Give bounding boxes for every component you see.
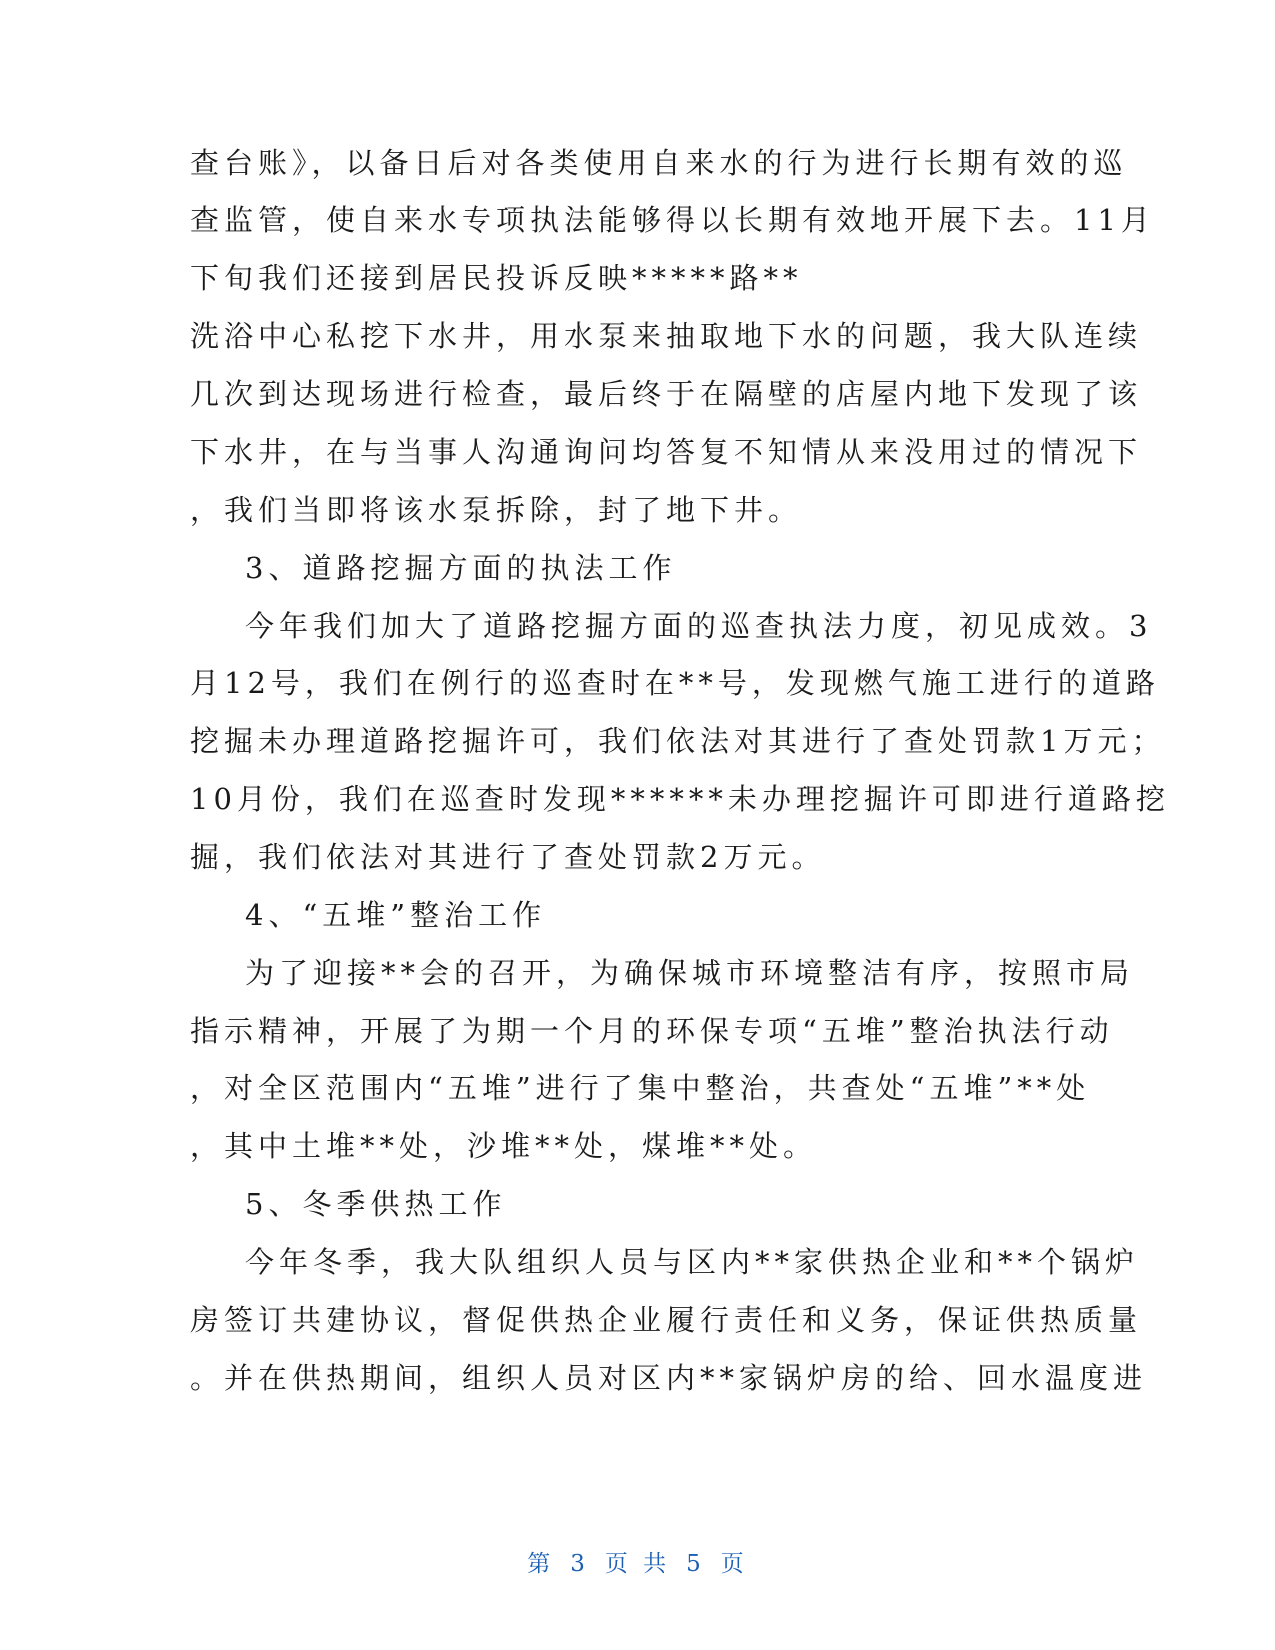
section-heading-road-excavation: 3、道路挖掘方面的执法工作 (245, 551, 677, 585)
section-heading-winter-heating: 5、冬季供热工作 (245, 1187, 507, 1221)
section-heading-five-piles: 4、“五堆”整治工作 (245, 898, 547, 932)
text-line: ，其中土堆**处，沙堆**处，煤堆**处。 (190, 1129, 818, 1163)
text-line: 下旬我们还接到居民投诉反映*****路** (190, 261, 803, 295)
text-line: 10月份，我们在巡查时发现******未办理挖掘许可即进行道路挖 (190, 782, 1170, 816)
text-line: ，对全区范围内“五堆”进行了集中整治，共查处“五堆”**处 (190, 1071, 1091, 1105)
text-line: 月12号，我们在例行的巡查时在**号，发现燃气施工进行的道路 (190, 666, 1160, 700)
text-line: 今年冬季，我大队组织人员与区内**家供热企业和**个锅炉 (245, 1245, 1140, 1279)
text-line: 挖掘未办理道路挖掘许可，我们依法对其进行了查处罚款1万元； (190, 724, 1166, 758)
text-line: 掘，我们依法对其进行了查处罚款2万元。 (190, 840, 826, 874)
footer-total-pages: 5 (686, 1551, 705, 1577)
text-line: 查台账》，以备日后对各类使用自来水的行为进行长期有效的巡 (190, 146, 1128, 180)
text-line: 为了迎接**会的召开，为确保城市环境整洁有序，按照市局 (245, 956, 1135, 990)
text-line: 查监管，使自来水专项执法能够得以长期有效地开展下去。11月 (190, 203, 1155, 237)
text-line: 下水井，在与当事人沟通询问均答复不知情从来没用过的情况下 (190, 435, 1143, 469)
text-line: 今年我们加大了道路挖掘方面的巡查执法力度，初见成效。3 (245, 609, 1153, 643)
footer-current-page: 3 (570, 1551, 589, 1577)
text-line: ，我们当即将该水泵拆除，封了地下井。 (190, 493, 803, 527)
text-line: 几次到达现场进行检查，最后终于在隔壁的店屋内地下发现了该 (190, 377, 1143, 411)
text-line: 房签订共建协议，督促供热企业履行责任和义务，保证供热质量 (190, 1303, 1143, 1337)
text-line: 洗浴中心私挖下水井，用水泵来抽取地下水的问题，我大队连续 (190, 319, 1143, 353)
footer-suffix: 页 (720, 1551, 748, 1577)
page-footer (0, 1545, 1275, 1578)
footer-middle: 页 共 (604, 1551, 671, 1577)
text-line: 。并在供热期间，组织人员对区内**家锅炉房的给、回水温度进 (190, 1361, 1148, 1395)
footer-prefix: 第 (527, 1551, 555, 1577)
text-line: 指示精神，开展了为期一个月的环保专项“五堆”整治执法行动 (190, 1014, 1114, 1048)
